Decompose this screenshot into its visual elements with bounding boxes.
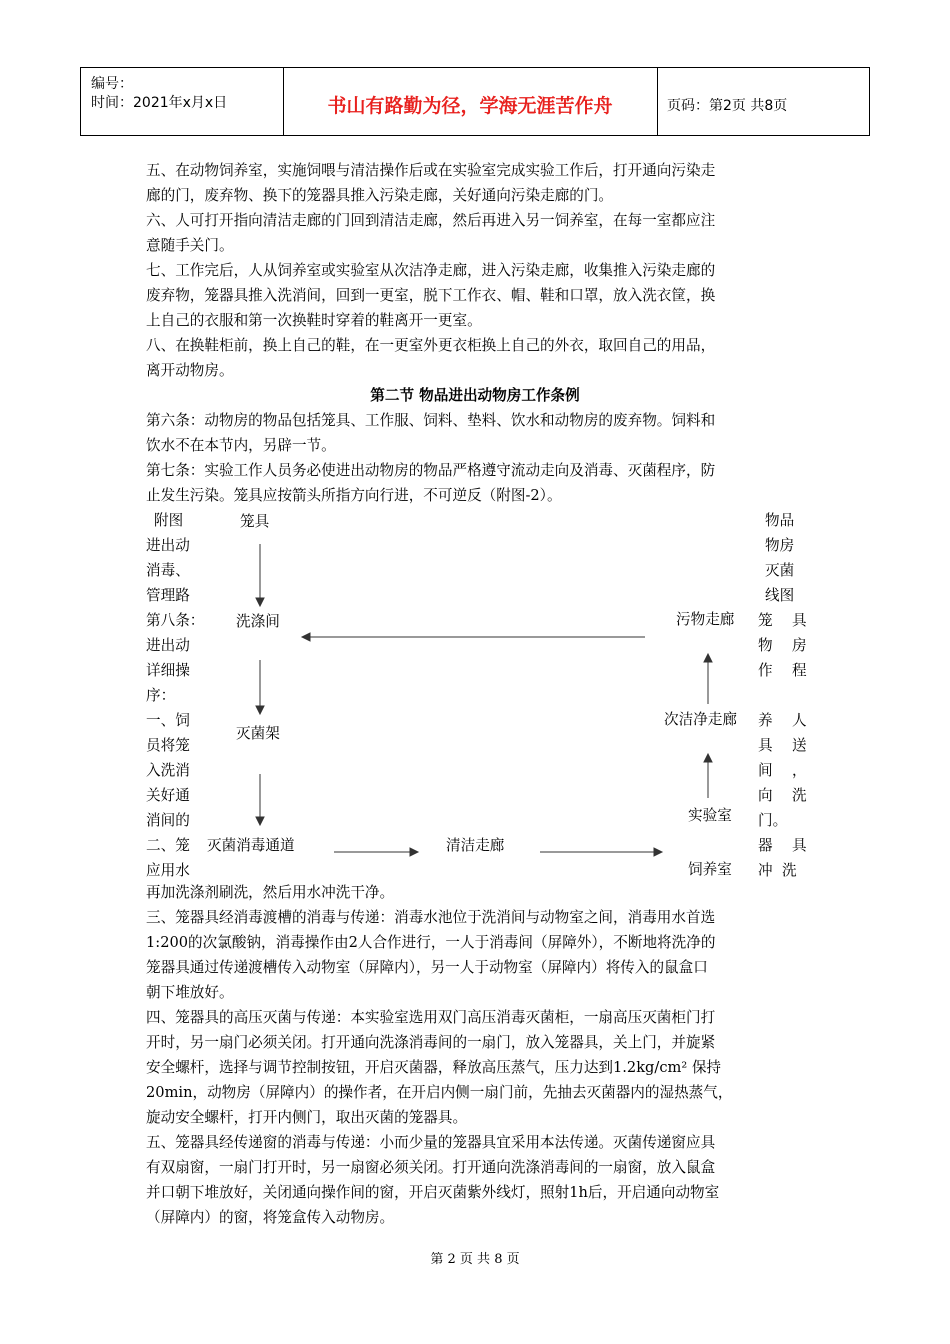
arrow-head: [256, 598, 264, 606]
right-col-text: 物房: [765, 537, 795, 554]
left-col-text: 管理路: [146, 587, 190, 604]
left-col-text: 应用水: [146, 862, 190, 879]
diagram-node-channel: 灭菌消毒通道: [207, 837, 295, 854]
arrow-head: [256, 817, 264, 825]
paragraph-line: 20min，动物房（屏障内）的操作者，在开启内侧一扇门前，先抽去灭菌器内的湿热蒸气，: [146, 1084, 733, 1101]
right-col-text: 养: [758, 712, 773, 729]
paragraph-line: 第七条：实验工作人员务必使进出动物房的物品严格遵守流动走向及消毒、灭菌程序，防: [146, 462, 716, 479]
left-col-text: 消间的: [146, 812, 190, 829]
section-title: 第二节 物品进出动物房工作条例: [370, 387, 580, 404]
left-col-text: 关好通: [146, 787, 190, 804]
paragraph-line: 开时，另一扇门必须关闭。打开通向洗涤消毒间的一扇门，放入笼器具，关上门，并旋紧: [146, 1034, 716, 1051]
diagram-node-feeding-room: 饲养室: [688, 861, 732, 878]
paragraph-line: 有双扇窗，一扇门打开时，另一扇窗必须关闭。打开通向洗涤消毒间的一扇窗，放入鼠盒: [146, 1159, 716, 1176]
right-col-text: 间: [758, 762, 773, 779]
right-col-text: 笼: [758, 612, 773, 629]
right-col-text: 作: [758, 662, 773, 679]
paragraph-line: 再加洗涤剂刷洗，然后用水冲洗干净。: [146, 884, 395, 901]
paragraph-line: 离开动物房。: [146, 362, 234, 379]
paragraph-line: （屏障内）的窗，将笼盒传入动物房。: [146, 1209, 395, 1226]
motto: 书山有路勤为径，学海无涯苦作舟: [327, 95, 613, 117]
diagram-node-cage: 笼具: [240, 513, 270, 530]
right-col-text: 向: [758, 787, 773, 804]
arrow-head: [410, 848, 418, 856]
paragraph-line: 安全螺杆，选择与调节控制按钮，开启灭菌器，释放高压蒸气，压力达到1.2kg/cm² 保持: [146, 1059, 722, 1076]
right-col-text: 人: [792, 712, 807, 729]
right-col-text: 物品: [765, 512, 795, 529]
diagram-node-wash-room: 洗涤间: [236, 613, 280, 630]
arrow-head: [654, 848, 662, 856]
paragraph-line: 五、在动物饲养室，实施饲喂与清洁操作后或在实验室完成实验工作后，打开通向污染走: [146, 162, 716, 179]
paragraph-line: 饮水不在本节内，另辟一节。: [146, 437, 336, 454]
arrow-head: [704, 754, 712, 762]
right-col-text: 物: [758, 637, 773, 654]
paragraph-line: 废弃物，笼器具推入洗消间，回到一更室，脱下工作衣、帽、鞋和口罩，放入洗衣筐，换: [146, 287, 716, 304]
time-label: 时间：2021年x月x日: [91, 95, 228, 111]
left-col-text: 附图: [154, 512, 184, 529]
diagram-node-sterilize-rack: 灭菌架: [236, 725, 280, 742]
paragraph-line: 廊的门，废弃物、换下的笼器具推入污染走廊，关好通向污染走廊的门。: [146, 187, 614, 204]
right-col-text: 具: [758, 737, 773, 754]
arrow-head: [302, 633, 310, 641]
right-col-text: 器: [758, 837, 773, 854]
diagram-node-lab: 实验室: [688, 807, 732, 824]
left-col-text: 第八条：: [146, 612, 205, 629]
right-col-text: 送: [792, 737, 807, 754]
paragraph-line: 五、笼器具经传递窗的消毒与传递：小而少量的笼器具宜采用本法传递。灭菌传递窗应具: [146, 1134, 716, 1151]
paragraph-line: 笼器具通过传递渡槽传入动物室（屏障内），另一人于动物室（屏障内）将传入的鼠盒口: [146, 959, 708, 976]
right-col-text: 洗: [792, 787, 807, 804]
paragraph-line: 三、笼器具经消毒渡槽的消毒与传递：消毒水池位于洗消间与动物室之间，消毒用水首选: [146, 909, 716, 926]
left-col-text: 进出动: [146, 637, 190, 654]
left-col-text: 一、饲: [146, 712, 190, 729]
paragraph-line: 朝下堆放好。: [146, 984, 234, 1001]
paragraph-line: 八、在换鞋柜前，换上自己的鞋，在一更室外更衣柜换上自己的外衣，取回自己的用品，: [146, 337, 716, 354]
left-col-text: 详细操: [146, 662, 190, 679]
right-col-text: 门。: [758, 812, 788, 829]
page-label: 页码：第2页 共8页: [667, 98, 788, 114]
left-col-text: 消毒、: [146, 562, 190, 579]
diagram-node-sub-clean-corridor: 次洁净走廊: [664, 711, 737, 728]
paragraph-line: 1:200的次氯酸钠，消毒操作由2人合作进行，一人于消毒间（屏障外），不断地将洗净的: [146, 934, 716, 951]
diagram-node-dirty-corridor: 污物走廊: [676, 611, 735, 628]
right-col-text: 洗: [782, 862, 797, 879]
right-col-text: 冲: [758, 862, 773, 879]
paragraph-line: 第六条：动物房的物品包括笼具、工作服、饲料、垫料、饮水和动物房的废弃物。饲料和: [146, 412, 716, 429]
right-col-text: 具: [792, 612, 807, 629]
left-col-text: 员将笼: [146, 737, 190, 754]
right-col-text: 具: [792, 837, 807, 854]
right-col-text: ，: [792, 762, 807, 779]
page-footer: 第 2 页 共 8 页: [430, 1252, 520, 1267]
right-col-text: 线图: [765, 587, 795, 604]
diagram-node-clean-corridor: 清洁走廊: [446, 837, 505, 854]
paragraph-line: 并口朝下堆放好，关闭通向操作间的窗，开启灭菌紫外线灯，照射1h后，开启通向动物室: [146, 1184, 720, 1201]
left-col-text: 序：: [146, 687, 176, 704]
paragraph-line: 上自己的衣服和第一次换鞋时穿着的鞋离开一更室。: [146, 312, 482, 329]
left-col-text: 进出动: [146, 537, 190, 554]
arrow-head: [704, 654, 712, 662]
paragraph-line: 七、工作完后，人从饲养室或实验室从次洁净走廊，进入污染走廊，收集推入污染走廊的: [146, 262, 716, 279]
left-col-text: 入洗消: [146, 762, 190, 779]
left-col-text: 二、笼: [146, 837, 190, 854]
paragraph-line: 旋动安全螺杆，打开内侧门，取出灭菌的笼器具。: [146, 1109, 468, 1126]
right-col-text: 灭菌: [765, 562, 795, 579]
right-col-text: 程: [792, 662, 807, 679]
paragraph-line: 六、人可打开指向清洁走廊的门回到清洁走廊，然后再进入另一饲养室，在每一室都应注: [146, 212, 716, 229]
paragraph-line: 意随手关门。: [146, 237, 234, 254]
paragraph-line: 四、笼器具的高压灭菌与传递：本实验室选用双门高压消毒灭菌柜，一扇高压灭菌柜门打: [146, 1009, 716, 1026]
arrow-head: [256, 706, 264, 714]
right-col-text: 房: [792, 637, 807, 654]
paragraph-line: 止发生污染。笼具应按箭头所指方向行进，不可逆反（附图-2）。: [146, 487, 562, 504]
number-label: 编号：: [91, 76, 133, 92]
